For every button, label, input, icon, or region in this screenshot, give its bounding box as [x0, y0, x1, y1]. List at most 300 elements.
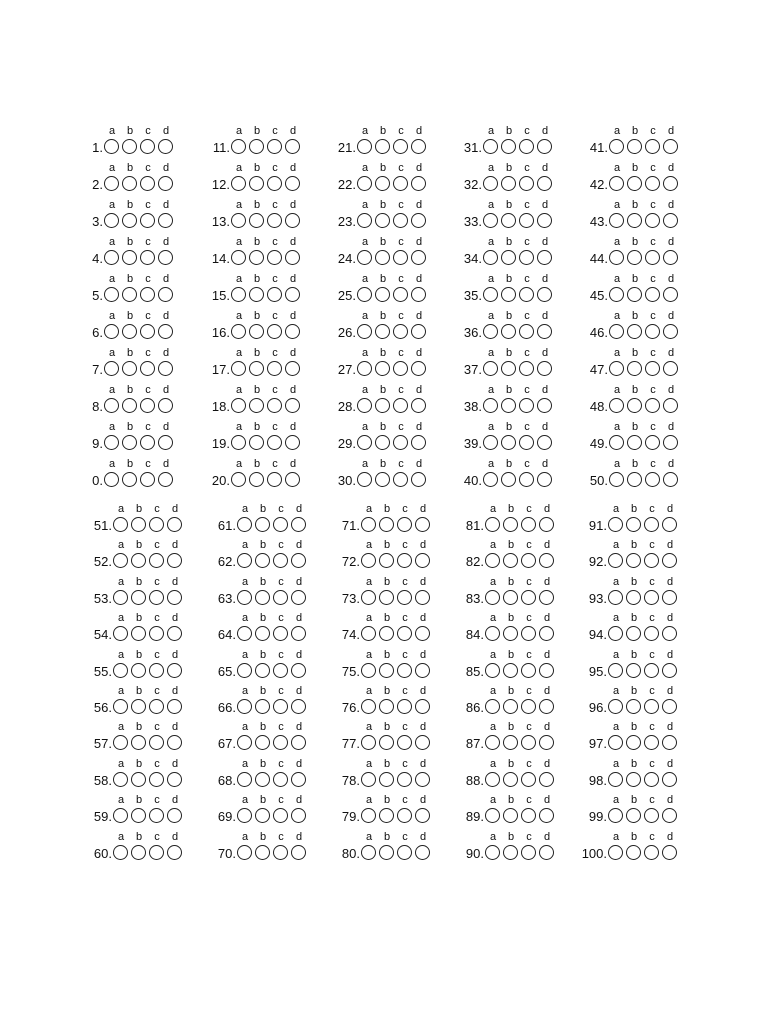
answer-bubble-d[interactable]: [411, 398, 426, 413]
answer-bubble-b[interactable]: [627, 472, 642, 487]
answer-bubble-b[interactable]: [379, 845, 394, 860]
answer-bubble-b[interactable]: [627, 139, 642, 154]
answer-bubble-d[interactable]: [415, 553, 430, 568]
answer-bubble-c[interactable]: [645, 287, 660, 302]
answer-bubble-a[interactable]: [485, 772, 500, 787]
answer-bubble-a[interactable]: [231, 435, 246, 450]
answer-bubble-a[interactable]: [361, 517, 376, 532]
answer-bubble-c[interactable]: [644, 663, 659, 678]
answer-bubble-d[interactable]: [539, 663, 554, 678]
answer-bubble-b[interactable]: [627, 176, 642, 191]
answer-bubble-d[interactable]: [537, 361, 552, 376]
answer-bubble-a[interactable]: [609, 324, 624, 339]
answer-bubble-d[interactable]: [539, 699, 554, 714]
answer-bubble-b[interactable]: [131, 590, 146, 605]
answer-bubble-d[interactable]: [291, 845, 306, 860]
answer-bubble-d[interactable]: [662, 553, 677, 568]
answer-bubble-d[interactable]: [291, 517, 306, 532]
answer-bubble-a[interactable]: [104, 361, 119, 376]
answer-bubble-a[interactable]: [357, 176, 372, 191]
answer-bubble-b[interactable]: [375, 398, 390, 413]
answer-bubble-b[interactable]: [122, 398, 137, 413]
answer-bubble-b[interactable]: [122, 324, 137, 339]
answer-bubble-c[interactable]: [149, 808, 164, 823]
answer-bubble-a[interactable]: [231, 287, 246, 302]
answer-bubble-b[interactable]: [249, 213, 264, 228]
answer-bubble-b[interactable]: [626, 699, 641, 714]
answer-bubble-d[interactable]: [663, 398, 678, 413]
answer-bubble-c[interactable]: [140, 213, 155, 228]
answer-bubble-d[interactable]: [415, 626, 430, 641]
answer-bubble-a[interactable]: [483, 435, 498, 450]
answer-bubble-b[interactable]: [626, 663, 641, 678]
answer-bubble-a[interactable]: [357, 324, 372, 339]
answer-bubble-b[interactable]: [122, 213, 137, 228]
answer-bubble-a[interactable]: [104, 213, 119, 228]
answer-bubble-a[interactable]: [113, 845, 128, 860]
answer-bubble-c[interactable]: [273, 553, 288, 568]
answer-bubble-a[interactable]: [357, 287, 372, 302]
answer-bubble-c[interactable]: [149, 517, 164, 532]
answer-bubble-c[interactable]: [644, 845, 659, 860]
answer-bubble-d[interactable]: [285, 176, 300, 191]
answer-bubble-c[interactable]: [519, 287, 534, 302]
answer-bubble-c[interactable]: [393, 139, 408, 154]
answer-bubble-d[interactable]: [285, 324, 300, 339]
answer-bubble-a[interactable]: [608, 772, 623, 787]
answer-bubble-c[interactable]: [519, 324, 534, 339]
answer-bubble-c[interactable]: [519, 361, 534, 376]
answer-bubble-c[interactable]: [140, 139, 155, 154]
answer-bubble-c[interactable]: [521, 663, 536, 678]
answer-bubble-c[interactable]: [521, 808, 536, 823]
answer-bubble-d[interactable]: [167, 590, 182, 605]
answer-bubble-c[interactable]: [149, 553, 164, 568]
answer-bubble-a[interactable]: [237, 626, 252, 641]
answer-bubble-a[interactable]: [609, 435, 624, 450]
answer-bubble-d[interactable]: [539, 808, 554, 823]
answer-bubble-b[interactable]: [501, 176, 516, 191]
answer-bubble-d[interactable]: [167, 663, 182, 678]
answer-bubble-b[interactable]: [503, 735, 518, 750]
answer-bubble-c[interactable]: [273, 845, 288, 860]
answer-bubble-c[interactable]: [267, 250, 282, 265]
answer-bubble-d[interactable]: [537, 176, 552, 191]
answer-bubble-a[interactable]: [104, 398, 119, 413]
answer-bubble-a[interactable]: [485, 517, 500, 532]
answer-bubble-a[interactable]: [104, 324, 119, 339]
answer-bubble-c[interactable]: [521, 590, 536, 605]
answer-bubble-a[interactable]: [483, 287, 498, 302]
answer-bubble-c[interactable]: [397, 735, 412, 750]
answer-bubble-d[interactable]: [411, 176, 426, 191]
answer-bubble-a[interactable]: [609, 398, 624, 413]
answer-bubble-c[interactable]: [267, 287, 282, 302]
answer-bubble-c[interactable]: [273, 626, 288, 641]
answer-bubble-b[interactable]: [379, 590, 394, 605]
answer-bubble-c[interactable]: [645, 398, 660, 413]
answer-bubble-b[interactable]: [627, 398, 642, 413]
answer-bubble-d[interactable]: [537, 472, 552, 487]
answer-bubble-d[interactable]: [537, 398, 552, 413]
answer-bubble-b[interactable]: [501, 139, 516, 154]
answer-bubble-c[interactable]: [645, 139, 660, 154]
answer-bubble-a[interactable]: [357, 139, 372, 154]
answer-bubble-a[interactable]: [237, 808, 252, 823]
answer-bubble-d[interactable]: [285, 213, 300, 228]
answer-bubble-b[interactable]: [503, 663, 518, 678]
answer-bubble-a[interactable]: [485, 808, 500, 823]
answer-bubble-b[interactable]: [627, 435, 642, 450]
answer-bubble-a[interactable]: [113, 735, 128, 750]
answer-bubble-c[interactable]: [393, 472, 408, 487]
answer-bubble-b[interactable]: [626, 590, 641, 605]
answer-bubble-b[interactable]: [249, 472, 264, 487]
answer-bubble-a[interactable]: [609, 213, 624, 228]
answer-bubble-c[interactable]: [519, 435, 534, 450]
answer-bubble-a[interactable]: [104, 435, 119, 450]
answer-bubble-d[interactable]: [537, 139, 552, 154]
answer-bubble-c[interactable]: [273, 517, 288, 532]
answer-bubble-a[interactable]: [113, 590, 128, 605]
answer-bubble-c[interactable]: [149, 626, 164, 641]
answer-bubble-a[interactable]: [361, 663, 376, 678]
answer-bubble-d[interactable]: [411, 139, 426, 154]
answer-bubble-a[interactable]: [113, 626, 128, 641]
answer-bubble-c[interactable]: [519, 472, 534, 487]
answer-bubble-b[interactable]: [255, 735, 270, 750]
answer-bubble-b[interactable]: [379, 699, 394, 714]
answer-bubble-b[interactable]: [375, 435, 390, 450]
answer-bubble-d[interactable]: [285, 287, 300, 302]
answer-bubble-b[interactable]: [249, 176, 264, 191]
answer-bubble-a[interactable]: [608, 663, 623, 678]
answer-bubble-a[interactable]: [485, 626, 500, 641]
answer-bubble-a[interactable]: [231, 324, 246, 339]
answer-bubble-d[interactable]: [663, 361, 678, 376]
answer-bubble-d[interactable]: [662, 663, 677, 678]
answer-bubble-b[interactable]: [379, 735, 394, 750]
answer-bubble-b[interactable]: [501, 472, 516, 487]
answer-bubble-a[interactable]: [361, 553, 376, 568]
answer-bubble-c[interactable]: [645, 435, 660, 450]
answer-bubble-a[interactable]: [357, 361, 372, 376]
answer-bubble-d[interactable]: [158, 287, 173, 302]
answer-bubble-b[interactable]: [249, 398, 264, 413]
answer-bubble-d[interactable]: [539, 845, 554, 860]
answer-bubble-c[interactable]: [393, 213, 408, 228]
answer-bubble-b[interactable]: [627, 250, 642, 265]
answer-bubble-b[interactable]: [627, 213, 642, 228]
answer-bubble-a[interactable]: [104, 287, 119, 302]
answer-bubble-a[interactable]: [237, 517, 252, 532]
answer-bubble-d[interactable]: [167, 845, 182, 860]
answer-bubble-a[interactable]: [361, 772, 376, 787]
answer-bubble-d[interactable]: [158, 176, 173, 191]
answer-bubble-a[interactable]: [608, 553, 623, 568]
answer-bubble-c[interactable]: [644, 699, 659, 714]
answer-bubble-a[interactable]: [113, 517, 128, 532]
answer-bubble-b[interactable]: [131, 517, 146, 532]
answer-bubble-b[interactable]: [501, 250, 516, 265]
answer-bubble-d[interactable]: [158, 361, 173, 376]
answer-bubble-a[interactable]: [485, 663, 500, 678]
answer-bubble-b[interactable]: [627, 324, 642, 339]
answer-bubble-b[interactable]: [501, 213, 516, 228]
answer-bubble-c[interactable]: [149, 772, 164, 787]
answer-bubble-b[interactable]: [627, 287, 642, 302]
answer-bubble-d[interactable]: [158, 139, 173, 154]
answer-bubble-c[interactable]: [140, 324, 155, 339]
answer-bubble-b[interactable]: [255, 772, 270, 787]
answer-bubble-c[interactable]: [521, 626, 536, 641]
answer-bubble-c[interactable]: [393, 250, 408, 265]
answer-bubble-c[interactable]: [519, 176, 534, 191]
answer-bubble-c[interactable]: [521, 845, 536, 860]
answer-bubble-d[interactable]: [539, 626, 554, 641]
answer-bubble-a[interactable]: [361, 699, 376, 714]
answer-bubble-c[interactable]: [267, 139, 282, 154]
answer-bubble-a[interactable]: [231, 398, 246, 413]
answer-bubble-a[interactable]: [237, 663, 252, 678]
answer-bubble-d[interactable]: [537, 213, 552, 228]
answer-bubble-b[interactable]: [626, 772, 641, 787]
answer-bubble-a[interactable]: [609, 250, 624, 265]
answer-bubble-d[interactable]: [167, 626, 182, 641]
answer-bubble-d[interactable]: [291, 808, 306, 823]
answer-bubble-a[interactable]: [231, 139, 246, 154]
answer-bubble-d[interactable]: [291, 699, 306, 714]
answer-bubble-b[interactable]: [122, 176, 137, 191]
answer-bubble-b[interactable]: [503, 517, 518, 532]
answer-bubble-c[interactable]: [267, 213, 282, 228]
answer-bubble-c[interactable]: [521, 772, 536, 787]
answer-bubble-a[interactable]: [237, 845, 252, 860]
answer-bubble-b[interactable]: [122, 250, 137, 265]
answer-bubble-c[interactable]: [397, 772, 412, 787]
answer-bubble-b[interactable]: [375, 472, 390, 487]
answer-bubble-a[interactable]: [113, 808, 128, 823]
answer-bubble-b[interactable]: [503, 772, 518, 787]
answer-bubble-d[interactable]: [285, 250, 300, 265]
answer-bubble-d[interactable]: [285, 361, 300, 376]
answer-bubble-d[interactable]: [285, 435, 300, 450]
answer-bubble-d[interactable]: [285, 139, 300, 154]
answer-bubble-d[interactable]: [291, 735, 306, 750]
answer-bubble-c[interactable]: [397, 663, 412, 678]
answer-bubble-d[interactable]: [411, 472, 426, 487]
answer-bubble-b[interactable]: [379, 626, 394, 641]
answer-bubble-a[interactable]: [483, 361, 498, 376]
answer-bubble-a[interactable]: [231, 176, 246, 191]
answer-bubble-b[interactable]: [131, 808, 146, 823]
answer-bubble-a[interactable]: [483, 139, 498, 154]
answer-bubble-d[interactable]: [158, 435, 173, 450]
answer-bubble-a[interactable]: [485, 845, 500, 860]
answer-bubble-b[interactable]: [379, 663, 394, 678]
answer-bubble-b[interactable]: [501, 435, 516, 450]
answer-bubble-a[interactable]: [357, 250, 372, 265]
answer-bubble-b[interactable]: [249, 250, 264, 265]
answer-bubble-b[interactable]: [626, 845, 641, 860]
answer-bubble-c[interactable]: [273, 735, 288, 750]
answer-bubble-c[interactable]: [393, 324, 408, 339]
answer-bubble-c[interactable]: [519, 398, 534, 413]
answer-bubble-a[interactable]: [485, 735, 500, 750]
answer-bubble-c[interactable]: [273, 808, 288, 823]
answer-bubble-a[interactable]: [609, 176, 624, 191]
answer-bubble-b[interactable]: [249, 435, 264, 450]
answer-bubble-c[interactable]: [644, 553, 659, 568]
answer-bubble-b[interactable]: [131, 735, 146, 750]
answer-bubble-d[interactable]: [411, 250, 426, 265]
answer-bubble-d[interactable]: [537, 250, 552, 265]
answer-bubble-b[interactable]: [503, 590, 518, 605]
answer-bubble-a[interactable]: [113, 553, 128, 568]
answer-bubble-d[interactable]: [662, 735, 677, 750]
answer-bubble-d[interactable]: [415, 735, 430, 750]
answer-bubble-b[interactable]: [131, 626, 146, 641]
answer-bubble-b[interactable]: [503, 553, 518, 568]
answer-bubble-c[interactable]: [644, 517, 659, 532]
answer-bubble-d[interactable]: [662, 772, 677, 787]
answer-bubble-b[interactable]: [131, 663, 146, 678]
answer-bubble-d[interactable]: [167, 772, 182, 787]
answer-bubble-a[interactable]: [113, 699, 128, 714]
answer-bubble-d[interactable]: [663, 139, 678, 154]
answer-bubble-b[interactable]: [503, 845, 518, 860]
answer-bubble-a[interactable]: [237, 735, 252, 750]
answer-bubble-c[interactable]: [267, 324, 282, 339]
answer-bubble-b[interactable]: [255, 845, 270, 860]
answer-bubble-d[interactable]: [663, 250, 678, 265]
answer-bubble-c[interactable]: [645, 250, 660, 265]
answer-bubble-c[interactable]: [397, 699, 412, 714]
answer-bubble-d[interactable]: [662, 590, 677, 605]
answer-bubble-c[interactable]: [149, 663, 164, 678]
answer-bubble-d[interactable]: [662, 517, 677, 532]
answer-bubble-a[interactable]: [357, 435, 372, 450]
answer-bubble-c[interactable]: [267, 361, 282, 376]
answer-bubble-d[interactable]: [662, 626, 677, 641]
answer-bubble-a[interactable]: [485, 590, 500, 605]
answer-bubble-c[interactable]: [149, 590, 164, 605]
answer-bubble-d[interactable]: [663, 435, 678, 450]
answer-bubble-c[interactable]: [644, 735, 659, 750]
answer-bubble-b[interactable]: [131, 553, 146, 568]
answer-bubble-c[interactable]: [267, 398, 282, 413]
answer-bubble-c[interactable]: [644, 626, 659, 641]
answer-bubble-d[interactable]: [415, 845, 430, 860]
answer-bubble-a[interactable]: [608, 517, 623, 532]
answer-bubble-c[interactable]: [519, 213, 534, 228]
answer-bubble-b[interactable]: [249, 324, 264, 339]
answer-bubble-d[interactable]: [158, 398, 173, 413]
answer-bubble-a[interactable]: [113, 663, 128, 678]
answer-bubble-c[interactable]: [273, 590, 288, 605]
answer-bubble-d[interactable]: [662, 699, 677, 714]
answer-bubble-a[interactable]: [104, 250, 119, 265]
answer-bubble-b[interactable]: [626, 553, 641, 568]
answer-bubble-c[interactable]: [393, 435, 408, 450]
answer-bubble-c[interactable]: [149, 845, 164, 860]
answer-bubble-c[interactable]: [140, 176, 155, 191]
answer-bubble-c[interactable]: [521, 517, 536, 532]
answer-bubble-c[interactable]: [644, 772, 659, 787]
answer-bubble-a[interactable]: [483, 324, 498, 339]
answer-bubble-a[interactable]: [608, 699, 623, 714]
answer-bubble-a[interactable]: [237, 590, 252, 605]
answer-bubble-d[interactable]: [167, 699, 182, 714]
answer-bubble-b[interactable]: [249, 361, 264, 376]
answer-bubble-b[interactable]: [375, 176, 390, 191]
answer-bubble-c[interactable]: [393, 176, 408, 191]
answer-bubble-c[interactable]: [393, 361, 408, 376]
answer-bubble-b[interactable]: [249, 287, 264, 302]
answer-bubble-c[interactable]: [521, 553, 536, 568]
answer-bubble-c[interactable]: [397, 626, 412, 641]
answer-bubble-d[interactable]: [285, 398, 300, 413]
answer-bubble-d[interactable]: [537, 324, 552, 339]
answer-bubble-d[interactable]: [411, 324, 426, 339]
answer-bubble-a[interactable]: [237, 699, 252, 714]
answer-bubble-d[interactable]: [291, 772, 306, 787]
answer-bubble-b[interactable]: [379, 517, 394, 532]
answer-bubble-c[interactable]: [393, 287, 408, 302]
answer-bubble-c[interactable]: [644, 808, 659, 823]
answer-bubble-c[interactable]: [149, 735, 164, 750]
answer-bubble-c[interactable]: [140, 435, 155, 450]
answer-bubble-c[interactable]: [397, 845, 412, 860]
answer-bubble-d[interactable]: [662, 808, 677, 823]
answer-bubble-d[interactable]: [415, 663, 430, 678]
answer-bubble-b[interactable]: [375, 213, 390, 228]
answer-bubble-a[interactable]: [104, 139, 119, 154]
answer-bubble-b[interactable]: [131, 845, 146, 860]
answer-bubble-a[interactable]: [104, 472, 119, 487]
answer-bubble-a[interactable]: [113, 772, 128, 787]
answer-bubble-c[interactable]: [393, 398, 408, 413]
answer-bubble-d[interactable]: [167, 735, 182, 750]
answer-bubble-c[interactable]: [645, 324, 660, 339]
answer-bubble-d[interactable]: [539, 735, 554, 750]
answer-bubble-b[interactable]: [501, 287, 516, 302]
answer-bubble-d[interactable]: [158, 472, 173, 487]
answer-bubble-d[interactable]: [167, 517, 182, 532]
answer-bubble-c[interactable]: [273, 699, 288, 714]
answer-bubble-c[interactable]: [267, 435, 282, 450]
answer-bubble-c[interactable]: [397, 553, 412, 568]
answer-bubble-b[interactable]: [626, 517, 641, 532]
answer-bubble-a[interactable]: [237, 772, 252, 787]
answer-bubble-a[interactable]: [609, 472, 624, 487]
answer-bubble-b[interactable]: [255, 517, 270, 532]
answer-bubble-b[interactable]: [375, 324, 390, 339]
answer-bubble-d[interactable]: [539, 590, 554, 605]
answer-bubble-b[interactable]: [255, 626, 270, 641]
answer-bubble-c[interactable]: [645, 176, 660, 191]
answer-bubble-b[interactable]: [122, 287, 137, 302]
answer-bubble-d[interactable]: [291, 553, 306, 568]
answer-bubble-d[interactable]: [539, 517, 554, 532]
answer-bubble-b[interactable]: [131, 699, 146, 714]
answer-bubble-d[interactable]: [411, 287, 426, 302]
answer-bubble-a[interactable]: [608, 590, 623, 605]
answer-bubble-d[interactable]: [415, 590, 430, 605]
answer-bubble-a[interactable]: [231, 361, 246, 376]
answer-bubble-d[interactable]: [415, 517, 430, 532]
answer-bubble-d[interactable]: [291, 590, 306, 605]
